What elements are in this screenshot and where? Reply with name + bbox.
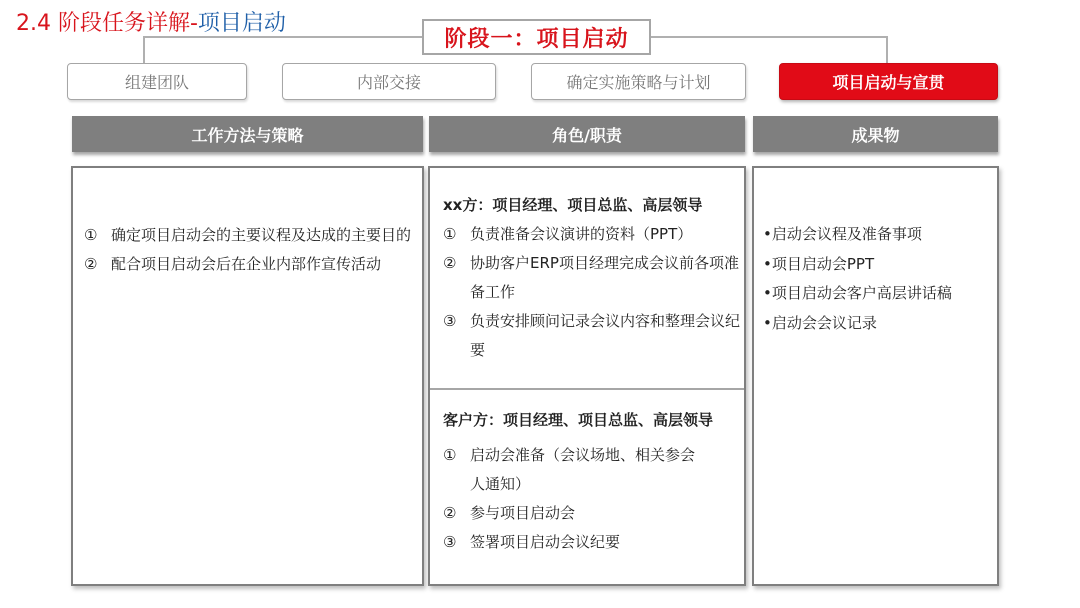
roles-item: [443, 441, 743, 499]
item-text: 签署项目启动会议纪要: [470, 533, 621, 551]
roles-group-client: [443, 406, 743, 557]
item-number: ③: [443, 533, 457, 551]
item-text: 启动会准备（会议场地、相关参会人通知）: [470, 446, 696, 493]
column-header-roles: 角色/职责: [429, 116, 745, 152]
page-title-suffix: 项目启动: [197, 11, 286, 36]
connector-line-right-drop: [886, 36, 888, 63]
roles-item: [443, 499, 743, 528]
step-internal-handover[interactable]: 内部交接: [282, 63, 496, 100]
deliverables-list: [763, 220, 995, 338]
step-strategy-plan[interactable]: 确定实施策略与计划: [531, 63, 746, 100]
deliverable-item: •项目启动会客户高层讲话稿: [763, 284, 952, 302]
connector-line-left-drop: [143, 36, 145, 63]
step-build-team[interactable]: 组建团队: [67, 63, 247, 100]
item-number: ②: [443, 504, 457, 522]
item-number: ③: [443, 312, 457, 330]
item-number: ②: [443, 254, 457, 272]
deliverable-item: •启动会议程及准备事项: [763, 225, 922, 243]
roles-group-title: 客户方：项目经理、项目总监、高层领导: [443, 411, 714, 429]
methods-list: [84, 221, 414, 279]
item-text: 配合项目启动会后在企业内部作宣传活动: [111, 255, 382, 273]
item-number: ①: [443, 446, 457, 464]
item-text: 负责准备会议演讲的资料（PPT）: [470, 225, 693, 243]
page-title: [16, 6, 286, 37]
column-header-deliverables: 成果物: [753, 116, 998, 152]
deliverable-item: •启动会会议记录: [763, 313, 877, 332]
methods-item: [84, 221, 414, 250]
roles-group-title: xx方：项目经理、项目总监、高层领导: [443, 196, 703, 214]
roles-group-vendor: [443, 191, 743, 365]
item-number: ①: [84, 226, 98, 244]
step-kickoff-promotion[interactable]: 项目启动与宣贯: [779, 63, 998, 100]
roles-item: [443, 220, 743, 249]
connector-line-right: [651, 36, 888, 38]
item-number: ②: [84, 255, 98, 273]
roles-divider: [430, 388, 744, 390]
deliverable-item: •项目启动会PPT: [763, 254, 875, 273]
item-text: 参与项目启动会: [470, 504, 576, 522]
roles-item: [443, 249, 743, 307]
column-header-methods: 工作方法与策略: [72, 116, 423, 152]
item-text: 负责安排顾问记录会议内容和整理会议纪要: [470, 312, 741, 359]
item-text: 确定项目启动会的主要议程及达成的主要目的: [111, 226, 412, 244]
phase-label: 阶段一：项目启动: [422, 19, 651, 55]
item-number: ①: [443, 225, 457, 243]
roles-item: [443, 528, 743, 557]
methods-item: [84, 250, 414, 279]
item-text: 协助客户ERP项目经理完成会议前各项准备工作: [470, 254, 739, 301]
page-title-prefix: 2.4 阶段任务详解-: [16, 11, 198, 36]
connector-line-left: [143, 36, 422, 38]
roles-item: [443, 307, 743, 365]
